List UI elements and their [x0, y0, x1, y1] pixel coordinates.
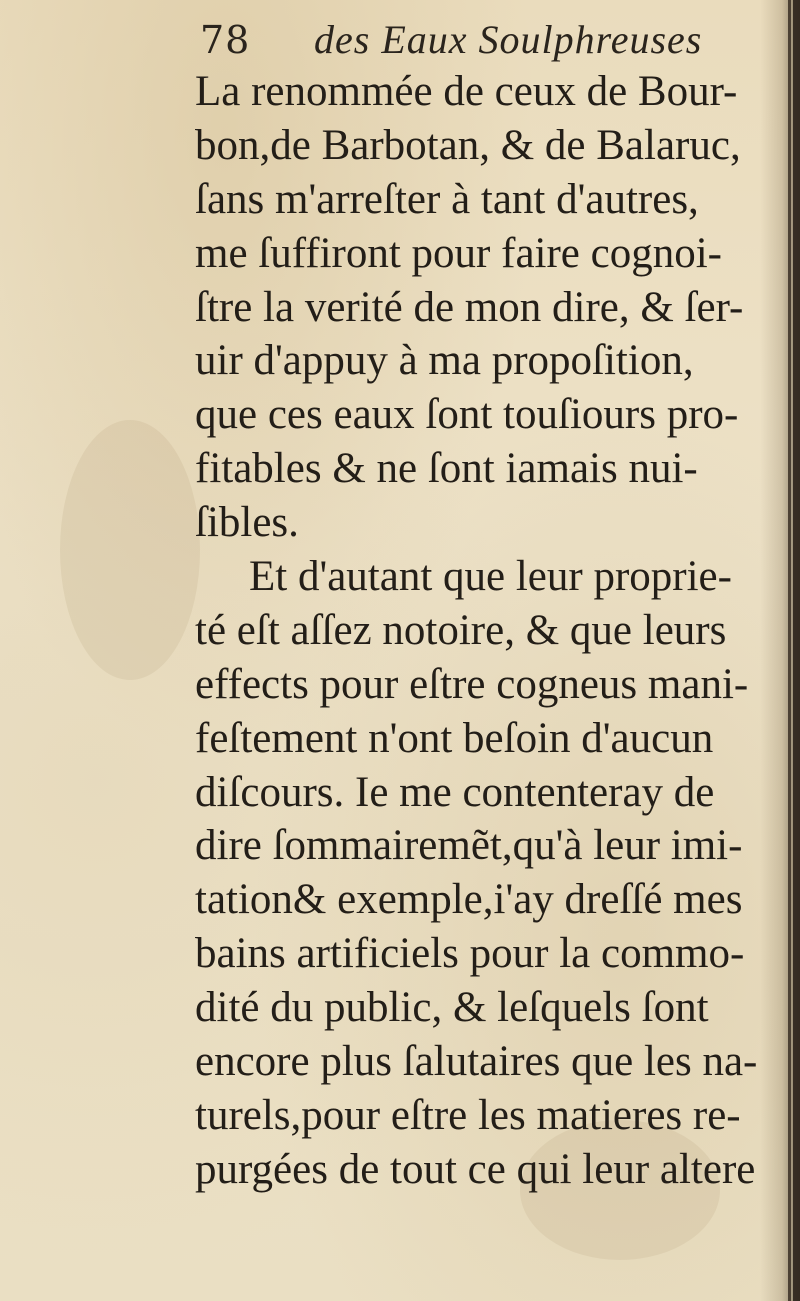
text-line: dire ſommairemẽt,qu'à leur imi- [195, 822, 743, 870]
text-line: ſtre la verité de mon dire, & ſer- [195, 283, 744, 331]
book-edge [793, 0, 800, 1301]
paper-stain [60, 420, 200, 680]
running-title: des Eaux Soulphreuses [314, 17, 703, 62]
text-line: feſtement n'ont beſoin d'aucun [195, 714, 714, 762]
text-line: La renommée de ceux de Bour- [195, 68, 738, 115]
text-line: que ces eaux ſont touſiours pro- [195, 391, 739, 439]
text-line: tation& exemple,i'ay dreſſé mes [195, 876, 743, 924]
paragraph-start-line: Et d'autant que leur proprie- [249, 553, 732, 601]
text-line: effects pour eſtre cogneus mani- [195, 660, 749, 708]
text-line: ſans m'arreſter à tant d'autres, [195, 175, 699, 223]
page-number: 78 [200, 18, 251, 62]
text-line: diſcours. Ie me contenteray de [195, 768, 715, 816]
text-line: uir d'appuy à ma propoſition, [195, 337, 694, 385]
text-line: turels,pour eſtre les matieres re- [195, 1091, 741, 1139]
text-line: bains artificiels pour la commo- [195, 930, 745, 978]
page-edge [788, 0, 791, 1301]
text-line: té eſt aſſez notoire, & que leurs [195, 606, 727, 654]
text-line: encore plus ſalutaires que les na- [195, 1038, 758, 1086]
text-line: bon,de Barbotan, & de Balaruc, [195, 121, 741, 169]
text-line: purgées de tout ce qui leur altere [195, 1145, 756, 1193]
text-line: ſibles. [195, 499, 299, 547]
body-text [195, 65, 780, 1197]
text-line: fitables & ne ſont iamais nui- [195, 445, 698, 493]
page-header [196, 6, 756, 68]
text-line: dité du public, & leſquels ſont [195, 984, 709, 1032]
text-line: me ſuffiront pour faire cognoi- [195, 229, 722, 277]
